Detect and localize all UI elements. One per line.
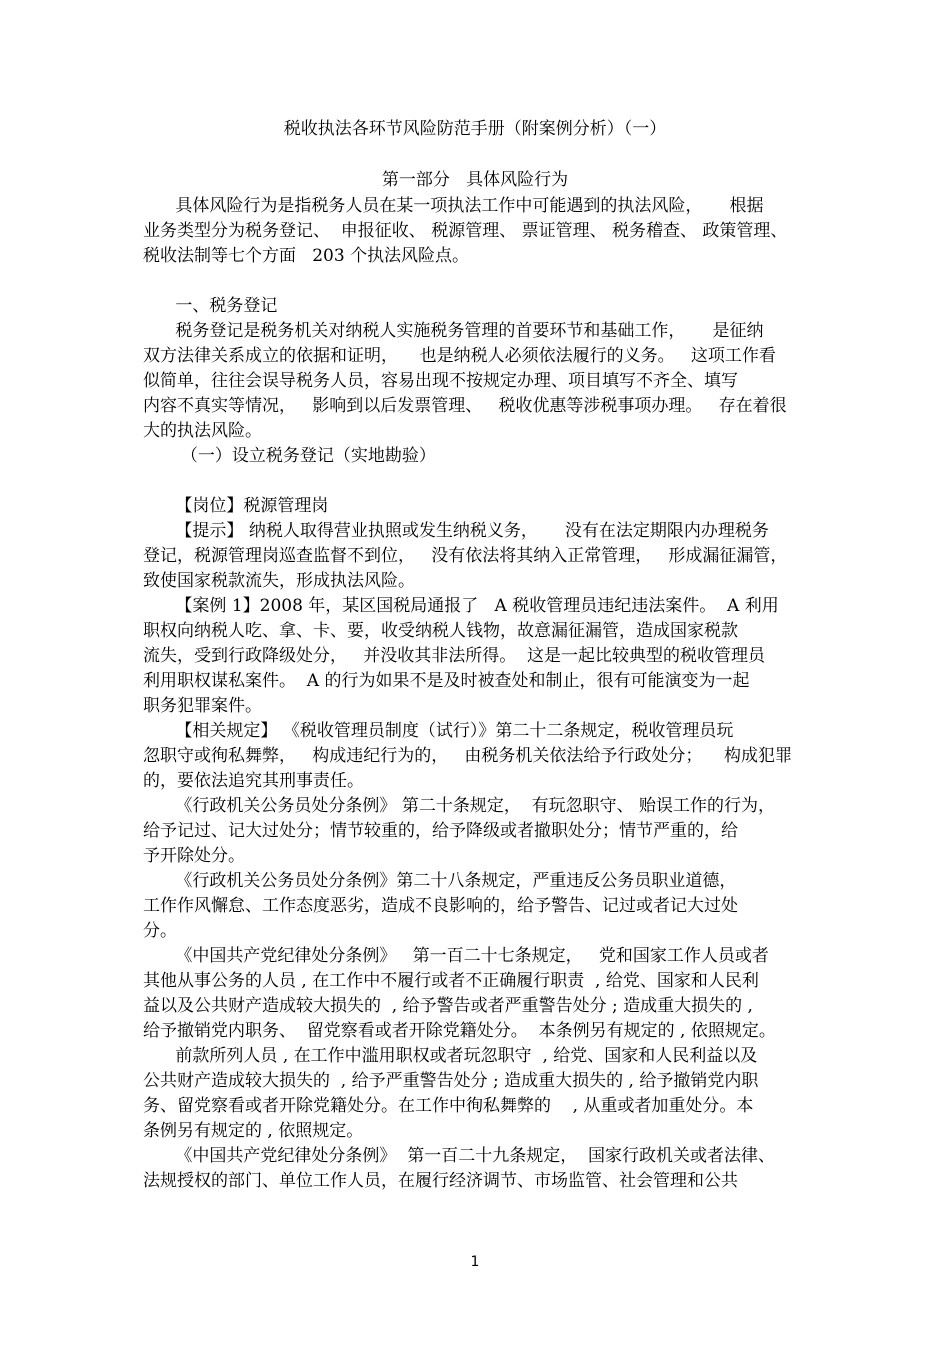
- body-line: 致使国家税款流失，形成执法风险。: [143, 571, 415, 591]
- body-line: 似简单，往往会误导税务人员，容易出现不按规定办理、项目填写不齐全、填写: [143, 371, 738, 391]
- body-line: 大的执法风险。: [143, 421, 262, 441]
- body-line: 益以及公共财产造成较大损失的 , 给予警告或者严重警告处分 ; 造成重大损失的 ,: [143, 996, 753, 1016]
- body-line: 前款所列人员 , 在工作中滥用职权或者玩忽职守 , 给党、国家和人民利益以及: [143, 1046, 758, 1066]
- body-line: 条例另有规定的 , 依照规定。: [143, 1121, 364, 1141]
- body-line: 【岗位】税源管理岗: [143, 496, 329, 516]
- body-line: [143, 469, 808, 493]
- body-line: 税务登记是税务机关对纳税人实施税务管理的首要环节和基础工作， 是征纳: [143, 321, 764, 341]
- body-line: 【提示】 纳税人取得营业执照或发生纳税义务， 没有在法定期限内办理税务: [143, 521, 769, 541]
- body-line: （一）设立税务登记（实地勘验）: [143, 446, 436, 466]
- body-line: 【相关规定】 《税收管理员制度（试行）》第二十二条规定，税收管理员玩: [143, 721, 734, 741]
- body-line: 职权向纳税人吃、拿、卡、要，收受纳税人钱物，故意漏征漏管，造成国家税款: [143, 621, 738, 641]
- body-line: 《行政机关公务员处分条例》第二十八条规定，严重违反公务员职业道德，: [143, 871, 737, 891]
- body-line: 税收法制等七个方面 203 个执法风险点。: [143, 246, 470, 266]
- body-line: 给予记过、记大过处分；情节较重的，给予降级或者撤职处分；情节严重的，给: [143, 821, 738, 841]
- body-line: [143, 269, 808, 293]
- page-number: 1: [470, 1254, 480, 1270]
- body-line: 忽职守或徇私舞弊， 构成违纪行为的， 由税务机关依法给予行政处分； 构成犯罪: [143, 746, 793, 766]
- body-line: 具体风险行为是指税务人员在某一项执法工作中可能遇到的执法风险， 根据: [143, 196, 764, 216]
- body-line: 流失，受到行政降级处分， 并没收其非法所得。 这是一起比较典型的税收管理员: [143, 646, 766, 666]
- body-line: 利用职权谋私案件。 A 的行为如果不是及时被查处和制止，很有可能演变为一起: [143, 671, 750, 691]
- body-line: 其他从事公务的人员 , 在工作中不履行或者不正确履行职责 , 给党、国家和人民利: [143, 971, 759, 991]
- body-line: 内容不真实等情况， 影响到以后发票管理、 税收优惠等涉税事项办理。 存在着很: [143, 396, 787, 416]
- body-line: 一、税务登记: [143, 296, 278, 316]
- part-heading: 第一部分 具体风险行为: [381, 170, 569, 190]
- document-title: 税收执法各环节风险防范手册（附案例分析）（一）: [283, 119, 667, 139]
- body-line: 职务犯罪案件。: [143, 696, 262, 716]
- body-line: 分。: [143, 921, 177, 941]
- body-line: 《中国共产党纪律处分条例》 第一百二十九条规定， 国家行政机关或者法律、: [143, 1146, 776, 1166]
- body-line: 给予撤销党内职务、 留党察看或者开除党籍处分。 本条例另有规定的 , 依照规定。: [143, 1021, 776, 1041]
- body-line: 法规授权的部门、单位工作人员，在履行经济调节、市场监管、社会管理和公共: [143, 1171, 738, 1191]
- body-line: 登记，税源管理岗巡查监督不到位， 没有依法将其纳入正常管理， 形成漏征漏管，: [143, 546, 788, 566]
- body-line: 工作作风懈怠、工作态度恶劣，造成不良影响的，给予警告、记过或者记大过处: [143, 896, 738, 916]
- body-line: 【案例 1】2008 年，某区国税局通报了 A 税收管理员违纪违法案件。 A 利用: [143, 596, 779, 616]
- body-line: 《中国共产党纪律处分条例》 第一百二十七条规定， 党和国家工作人员或者: [143, 946, 769, 966]
- body-line: 业务类型分为税务登记、 申报征收、 税源管理、 票证管理、 税务稽查、 政策管理、: [143, 221, 788, 241]
- body-line: 的，要依法追究其刑事责任。: [143, 771, 364, 791]
- body-line: 公共财产造成较大损失的 , 给予严重警告处分 ; 造成重大损失的 , 给予撤销党内职: [143, 1071, 759, 1091]
- body-line: 务、留党察看或者开除党籍处分。在工作中徇私舞弊的 , 从重或者加重处分。本: [143, 1096, 754, 1116]
- body-line: 《行政机关公务员处分条例》 第二十条规定， 有玩忽职守、 贻误工作的行为，: [143, 796, 776, 816]
- body-line: 予开除处分。: [143, 846, 245, 866]
- body-line: 双方法律关系成立的依据和证明， 也是纳税人必须依法履行的义务。 这项工作看: [143, 346, 776, 366]
